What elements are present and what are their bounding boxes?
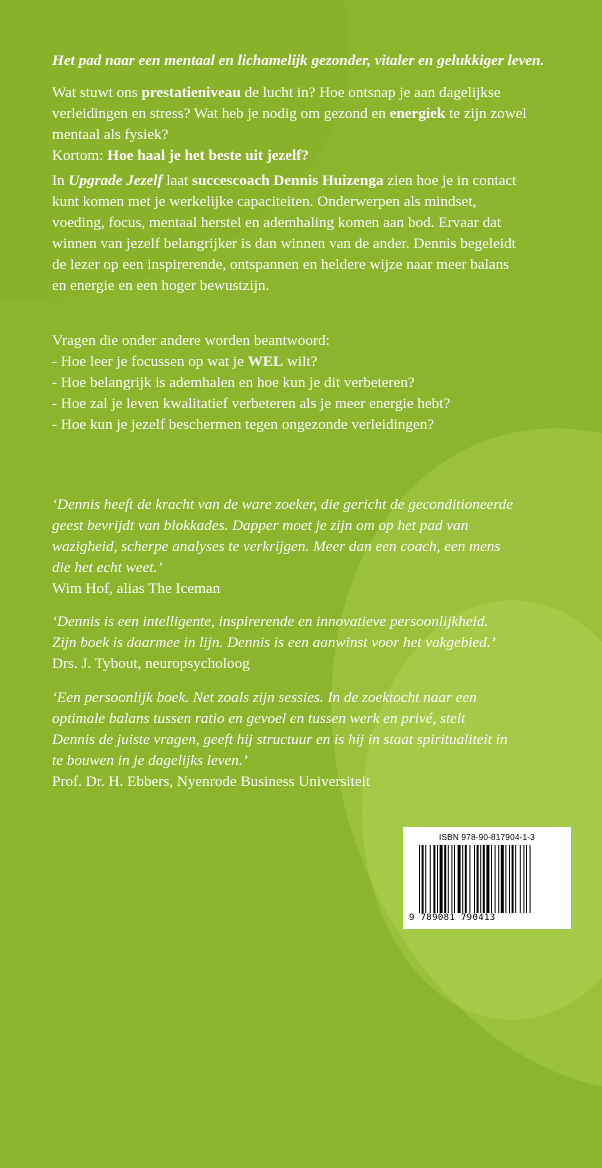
questions-heading: Vragen die onder andere worden beantwoord:	[52, 332, 330, 349]
quote-line: ‘Een persoonlijk boek. Net zoals zijn sessies. In de zoektocht naar een	[52, 689, 477, 706]
isbn-label: ISBN 978-90-817904-1-3	[439, 833, 535, 842]
about-text: zien hoe je in contact	[383, 172, 517, 189]
about-line-4: winnen van jezelf belangrijker is dan winnen van de ander. Dennis begeleidt	[52, 235, 516, 252]
intro-text: verleidingen en stress? Wat heb je nodig om gezond en	[52, 105, 390, 122]
quote-line: die het echt weet.’	[52, 559, 163, 576]
question-item: - Hoe belangrijk is ademhalen en hoe kun je dit verbeteren?	[52, 374, 415, 391]
question-emphasis-wel: WEL	[247, 353, 284, 370]
intro-line-1	[52, 82, 527, 103]
quote-line: geest bevrijdt van blokkades. Dapper moet je zijn om op het pad van	[52, 517, 469, 534]
intro-line-4	[52, 145, 527, 166]
about-line-6: en energie en een hoger bewustzijn.	[52, 277, 270, 294]
about-line-3: voeding, focus, mentaal herstel en ademhaling komen aan bod. Ervaar dat	[52, 214, 502, 231]
barcode-digits: 9 789081 790413	[409, 913, 496, 923]
quote-line: Dennis de juiste vragen, geeft hij structuur en is hij in staat spiritualiteit in	[52, 731, 508, 748]
question-item	[52, 351, 450, 372]
question-item: - Hoe kun je jezelf beschermen tegen ongezonde verleidingen?	[52, 416, 435, 433]
question-text: wilt?	[283, 353, 318, 370]
quote-line: optimale balans tussen ratio en gevoel en tussen werk en privé, stelt	[52, 710, 466, 727]
intro-text: te zijn zowel	[445, 105, 527, 122]
about-text: laat	[162, 172, 193, 189]
about-line-1	[52, 170, 516, 191]
book-title: Upgrade Jezelf	[68, 172, 163, 189]
question-item: - Hoe zal je leven kwalitatief verbeteren als je meer energie hebt?	[52, 395, 451, 412]
quote-line: Zijn boek is daarmee in lijn. Dennis is een aanwinst voor het vakgebied.’	[52, 634, 496, 651]
intro-emphasis-prestatieniveau: prestatieniveau	[141, 84, 241, 101]
questions-list	[52, 330, 450, 435]
about-paragraph	[52, 170, 516, 296]
testimonial-quote	[52, 494, 513, 599]
intro-text: Wat stuwt ons	[52, 84, 142, 101]
quote-author: Drs. J. Tybout, neuropsycholoog	[52, 655, 250, 672]
quote-line: ‘Dennis heeft de kracht van de ware zoeker, die gericht de geconditioneerde	[52, 496, 514, 513]
intro-text: Kortom:	[52, 147, 108, 164]
quote-line: te bouwen in je dagelijks leven.’	[52, 752, 248, 769]
intro-line-3: mentaal als fysiek?	[52, 126, 169, 143]
quote-line: ‘Dennis is een intelligente, inspirerende en innovatieve persoonlijkheid.	[52, 613, 489, 630]
quote-author: Prof. Dr. H. Ebbers, Nyenrode Business Universiteit	[52, 773, 371, 790]
about-line-5: de lezer op een inspirerende, ontspannen en heldere wijze naar meer balans	[52, 256, 510, 273]
intro-paragraph	[52, 82, 527, 166]
intro-line-2	[52, 103, 527, 124]
testimonial-quote	[52, 611, 496, 674]
intro-emphasis-energiek: energiek	[389, 105, 446, 122]
question-text: - Hoe leer je focussen op wat je	[52, 353, 248, 370]
about-text: In	[52, 172, 69, 189]
testimonial-quote	[52, 687, 508, 792]
quote-author: Wim Hof, alias The Iceman	[52, 580, 221, 597]
about-line-2: kunt komen met je werkelijke capaciteiten. Onderwerpen als mindset,	[52, 193, 477, 210]
quote-line: wazigheid, scherpe analyses te verkrijgen. Meer dan een coach, een mens	[52, 538, 501, 555]
intro-text: de lucht in? Hoe ontsnap je aan dagelijkse	[240, 84, 501, 101]
isbn-barcode	[403, 827, 571, 929]
tagline: Het pad naar een mentaal en lichamelijk gezonder, vitaler en gelukkiger leven.	[52, 52, 545, 69]
author-name: succescoach Dennis Huizenga	[192, 172, 384, 189]
barcode-bars-icon	[419, 845, 565, 913]
intro-key-question: Hoe haal je het beste uit jezelf?	[107, 147, 309, 164]
